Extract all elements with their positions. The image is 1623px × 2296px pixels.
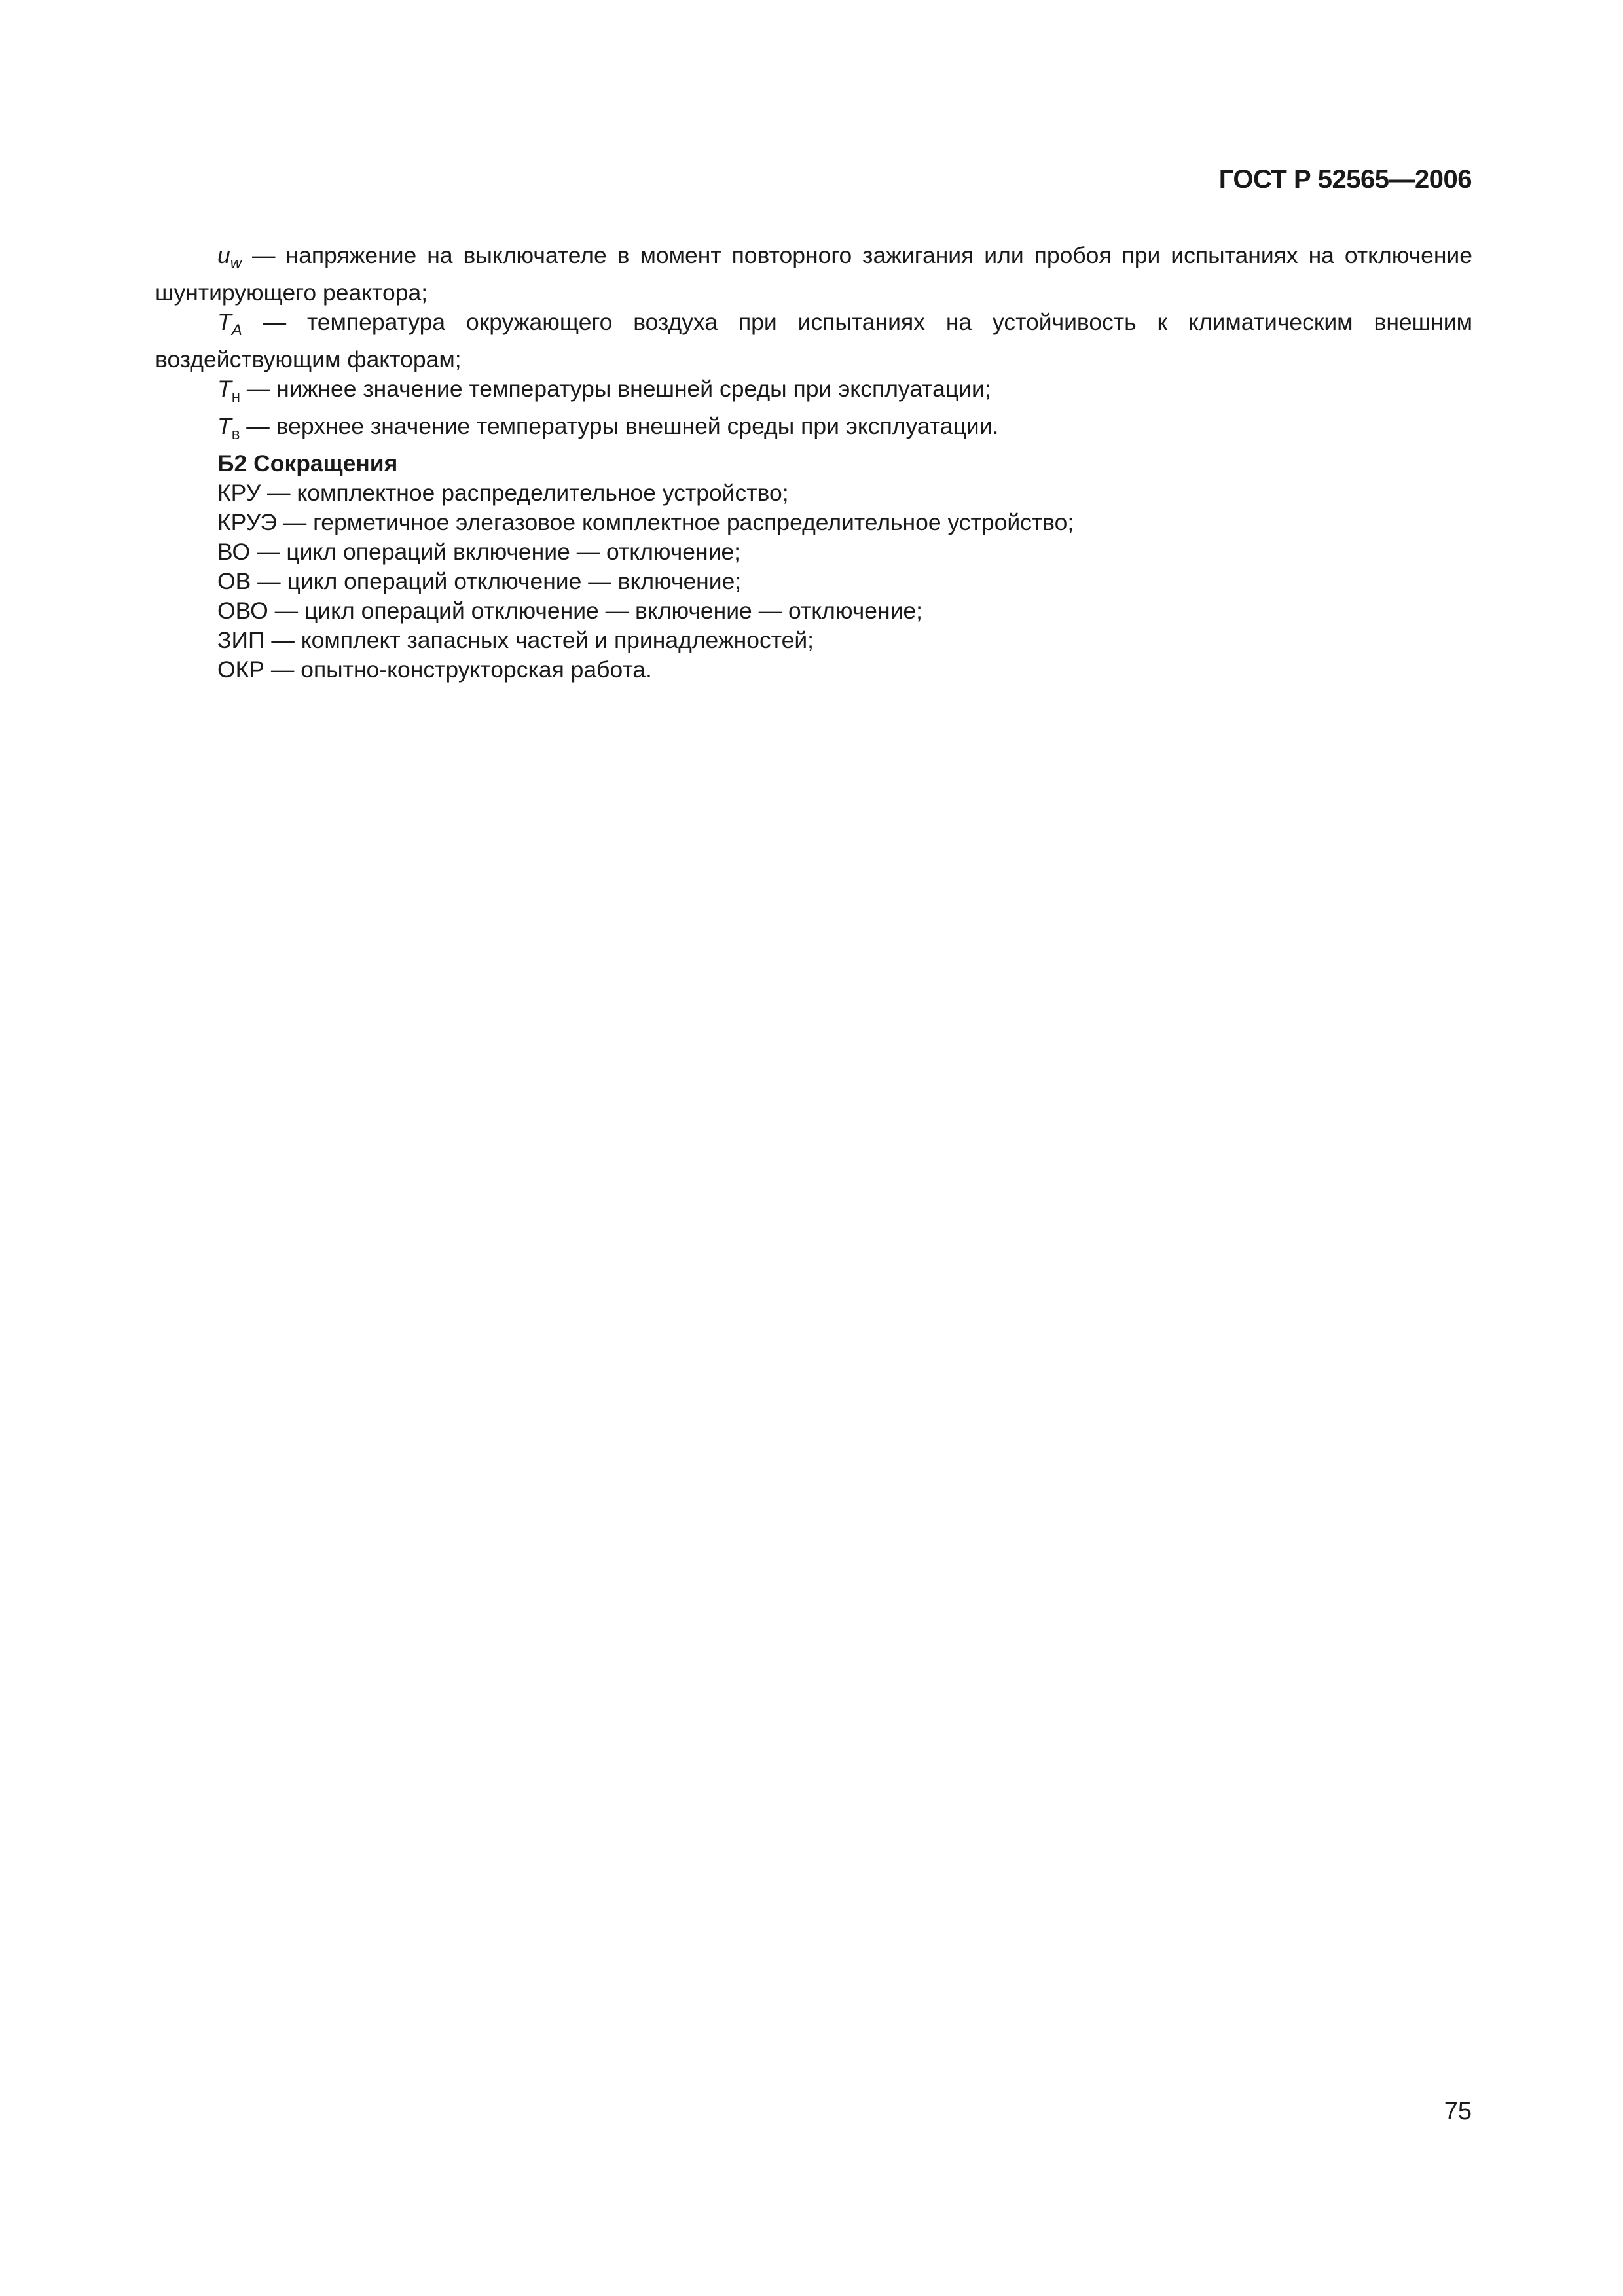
- abbreviation-item: ОКР — опытно-конструкторская работа.: [217, 656, 652, 683]
- symbol-subscript: w: [230, 255, 242, 272]
- definition-text: — температура окружающего воздуха при испытаниях на устойчивость к климатическим внешним воздействующим факторам;: [155, 309, 1472, 372]
- abbreviation-item: ОВО — цикл операций отключение — включение — отключение;: [217, 598, 923, 624]
- definition-text: — верхнее значение температуры внешней среды при эксплуатации.: [240, 413, 999, 439]
- symbol-subscript: н: [231, 388, 240, 406]
- definition-uw: [155, 241, 1472, 308]
- definition-text: — нижнее значение температуры внешней среды при эксплуатации;: [240, 376, 991, 402]
- definition-ta: [155, 308, 1472, 374]
- definition-tv: [155, 412, 1472, 449]
- definition-tn: [155, 374, 1472, 412]
- abbreviation-item: ЗИП — комплект запасных частей и принадлежностей;: [217, 627, 814, 653]
- abbreviation-item: КРУЭ — герметичное элегазовое комплектное распределительное устройство;: [217, 509, 1074, 535]
- symbol-subscript: A: [231, 321, 242, 339]
- symbol: T: [217, 413, 232, 439]
- symbol: u: [217, 242, 230, 268]
- symbol-subscript: в: [231, 425, 240, 443]
- definition-text: — напряжение на выключателе в момент повторного зажигания или пробоя при испытаниях на отключение шунтирующего реактора;: [155, 242, 1472, 306]
- symbol: T: [217, 309, 232, 335]
- symbol: T: [217, 376, 232, 402]
- abbreviation-item: КРУ — комплектное распределительное устройство;: [217, 480, 789, 506]
- document-body: [155, 241, 1472, 685]
- abbreviation-item: ОВ — цикл операций отключение — включение;: [217, 568, 742, 594]
- page-number: 75: [1444, 2098, 1472, 2125]
- section-heading: Б2 Сокращения: [217, 450, 398, 476]
- abbreviation-item: ВО — цикл операций включение — отключение;: [217, 539, 741, 565]
- document-header: ГОСТ Р 52565—2006: [1218, 165, 1472, 194]
